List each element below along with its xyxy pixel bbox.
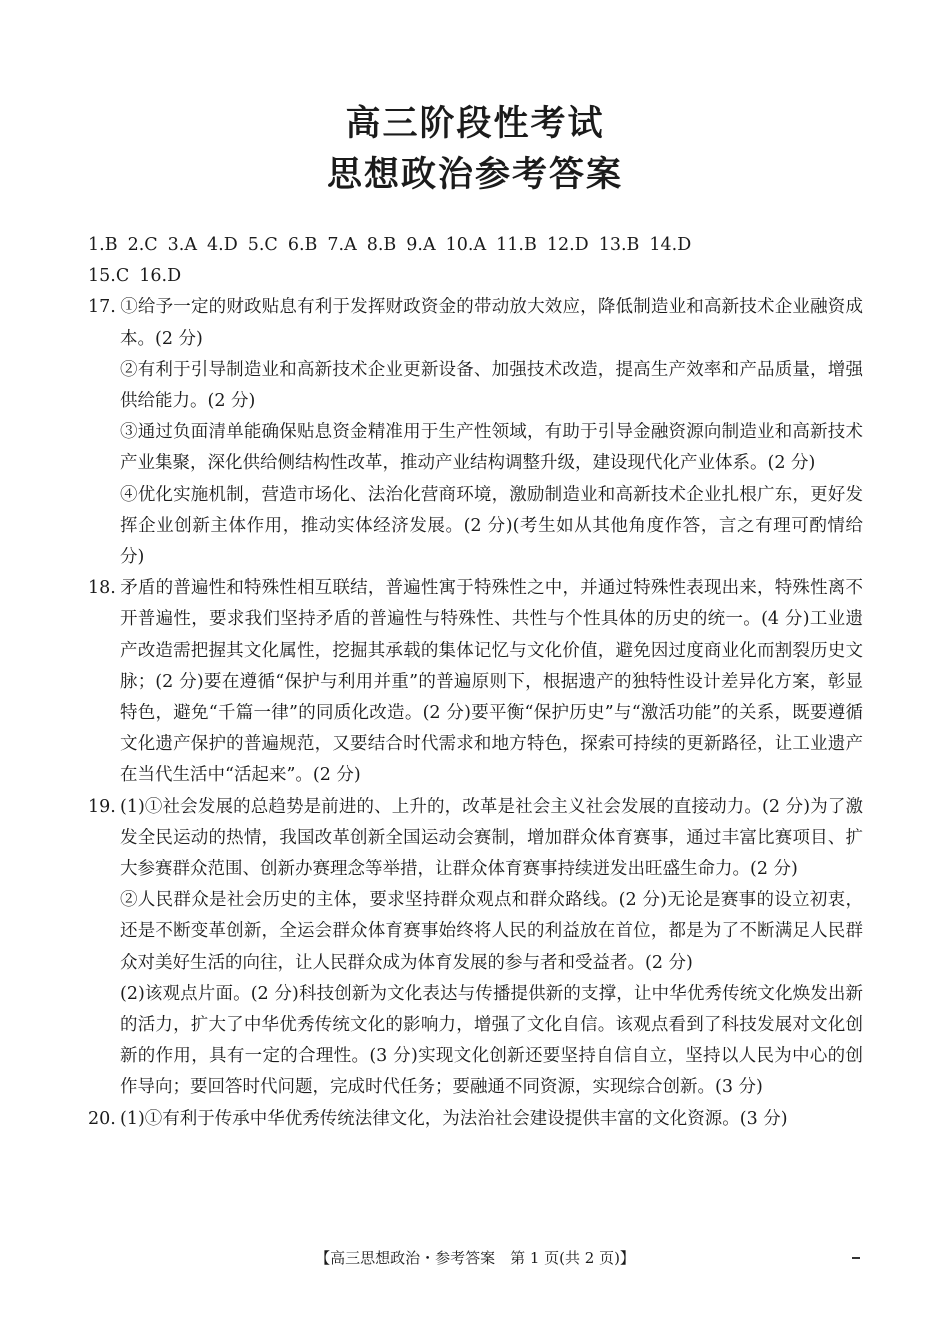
answer-paragraph xyxy=(88,885,863,979)
mc-answer: 12.D xyxy=(546,235,589,255)
exam-title: 高三阶段性考试 xyxy=(345,104,605,144)
mc-answer: 2.C xyxy=(127,235,158,255)
mc-answer: 1.B xyxy=(88,235,118,255)
page-footer: 【高三思想政治・参考答案 第 1 页(共 2 页)】 xyxy=(315,1249,635,1267)
mc-row xyxy=(88,261,863,292)
subjective-answers xyxy=(88,292,863,1134)
mc-answer: 5.C xyxy=(247,235,278,255)
answer-text: (2)该观点片面。(2 分)科技创新为文化表达与传播提供新的支撑，让中华优秀传统文化焕发出新的活力，扩大了中华优秀传统文化的影响力，增强了文化自信。该观点看到了科技发展对文化创新的作用，具有一定的合理性。(3 分)实现文化创新还要坚持自信自立，坚持以人民为中心的创作导向；要回答时代问题，完成时代任务；要融通不同资源，实现综合创新。(3 分) xyxy=(120,983,863,1098)
question-answer xyxy=(88,1104,863,1135)
multiple-choice-answers xyxy=(88,230,863,292)
answer-text: 矛盾的普遍性和特殊性相互联结，普遍性寓于特殊性之中，并通过特殊性表现出来，特殊性离不开普遍性，要求我们坚持矛盾的普遍性与特殊性、共性与个性具体的历史的统一。(4 分)工业遗产改造需把握其文化属性，挖掘其承载的集体记忆与文化价值，避免因过度商业化而割裂历史文脉；(2 分)要在遵循“保护与利用并重”的普遍原则下，根据遗产的独特性设计差异化方案，彰显特色，避免“千篇一律”的同质化改造。(2 分)要平衡“保护历史”与“激活功能”的关系，既要遵循文化遗产保护的普遍规范，又要结合时代需求和地方特色，探索可持续的更新路径，让工业遗产在当代生活中“活起来”。(2 分) xyxy=(120,578,863,786)
answer-text: ①给予一定的财政贴息有利于发挥财政资金的带动放大效应，降低制造业和高新技术企业融资成本。(2 分) xyxy=(120,297,863,349)
answer-text: (1)①有利于传承中华优秀传统法律文化，为法治社会建设提供丰富的文化资源。(3 分) xyxy=(120,1108,788,1129)
mc-answer: 9.A xyxy=(406,235,436,255)
mc-answer: 3.A xyxy=(167,235,197,255)
mc-answer: 16.D xyxy=(139,266,182,287)
question-number: 20. xyxy=(88,1108,116,1129)
mc-answer: 6.B xyxy=(287,235,318,255)
answer-paragraph xyxy=(88,292,863,354)
answer-key-title: 思想政治参考答案 xyxy=(326,155,623,195)
mc-answer: 10.A xyxy=(445,235,487,255)
question-answer xyxy=(88,792,863,1104)
answer-text: (1)①社会发展的总趋势是前进的、上升的，改革是社会主义社会发展的直接动力。(2 分)为了激发全民运动的热情，我国改革创新全国运动会赛制，增加群众体育赛事，通过丰富比赛项目、扩大参赛群众范围、创新办赛理念等举措，让群众体育赛事持续迸发出旺盛生命力。(2 分) xyxy=(120,796,863,880)
question-number: 19. xyxy=(88,796,116,817)
question-answer xyxy=(88,573,863,791)
corner-mark xyxy=(852,1257,860,1259)
question-answer xyxy=(88,292,863,573)
mc-row xyxy=(88,230,863,261)
answer-text: ④优化实施机制，营造市场化、法治化营商环境，激励制造业和高新技术企业扎根广东，更好发挥企业创新主体作用，推动实体经济发展。(2 分)(考生如从其他角度作答，言之有理可酌情给分) xyxy=(120,484,863,568)
answer-paragraph xyxy=(88,979,863,1104)
answer-text: ③通过负面清单能确保贴息资金精准用于生产性领域，有助于引导金融资源向制造业和高新技术产业集聚，深化供给侧结构性改革，推动产业结构调整升级，建设现代化产业体系。(2 分) xyxy=(120,422,863,474)
answer-paragraph xyxy=(88,1104,863,1135)
mc-answer: 15.C xyxy=(88,266,130,287)
answer-text: ②有利于引导制造业和高新技术企业更新设备、加强技术改造，提高生产效率和产品质量，增强供给能力。(2 分) xyxy=(120,359,863,412)
answer-paragraph xyxy=(88,573,863,791)
mc-answer: 11.B xyxy=(496,235,537,255)
question-number: 17. xyxy=(88,297,116,318)
answer-paragraph xyxy=(88,355,863,417)
answer-content xyxy=(88,230,863,1135)
answer-paragraph xyxy=(88,480,863,574)
answer-paragraph xyxy=(88,792,863,886)
mc-answer: 13.B xyxy=(598,235,640,255)
answer-paragraph xyxy=(88,417,863,479)
answer-text: ②人民群众是社会历史的主体，要求坚持群众观点和群众路线。(2 分)无论是赛事的设立初衷，还是不断变革创新，全运会群众体育赛事始终将人民的利益放在首位，都是为了不断满足人民群众对美好生活的向往，让人民群众成为体育发展的参与者和受益者。(2 分) xyxy=(120,890,863,973)
question-number: 18. xyxy=(88,578,116,599)
mc-answer: 4.D xyxy=(207,235,238,255)
mc-answer: 8.B xyxy=(366,235,397,255)
mc-answer: 7.A xyxy=(327,235,357,255)
mc-answer: 14.D xyxy=(649,235,692,255)
